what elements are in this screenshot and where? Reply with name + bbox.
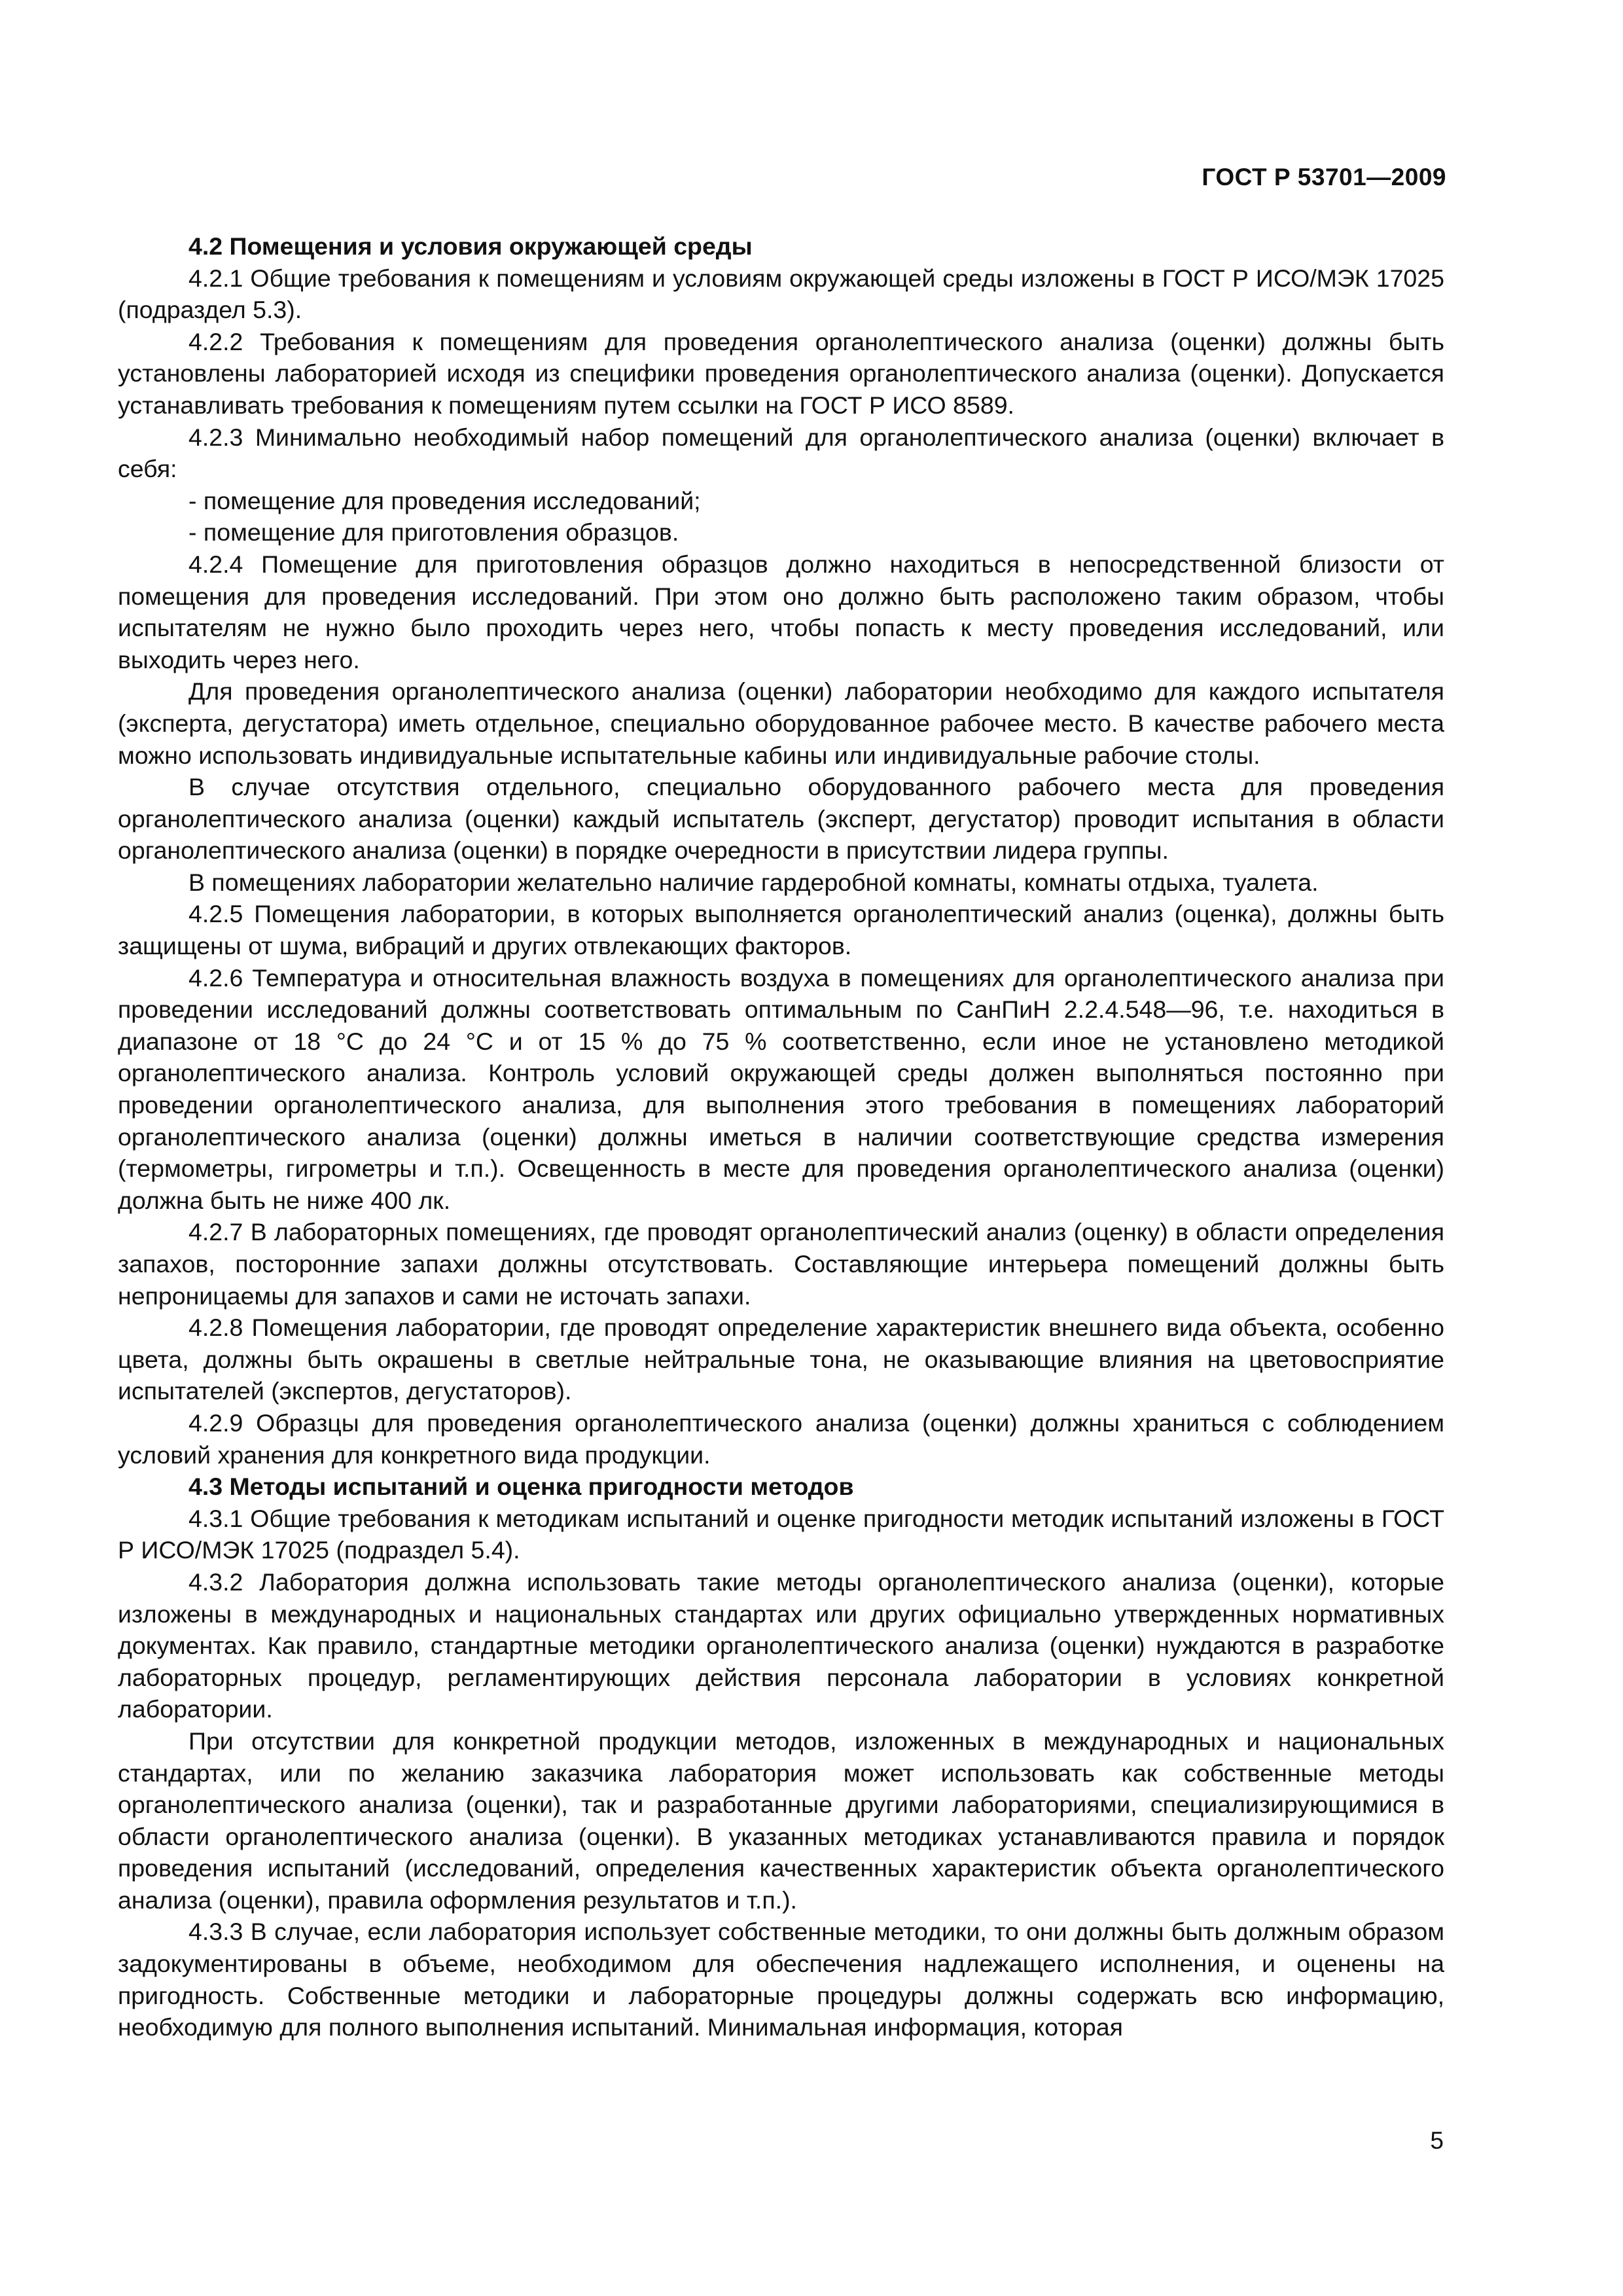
paragraph-4-2-4: 4.2.4 Помещение для приготовления образцов должно находиться в непосредственной близости от помещения для проведения исследований. При этом оно должно быть расположено таким образом, чтобы испытателям не нужно было проходить через него, чтобы попасть к месту проведения исследований, или выходить через него. <box>118 550 1444 673</box>
section-heading-4-2: 4.2 Помещения и условия окружающей среды <box>188 232 753 260</box>
page-number: 5 <box>1430 2127 1444 2154</box>
document-standard-id: ГОСТ Р 53701—2009 <box>1202 164 1446 190</box>
paragraph-4-2-9: 4.2.9 Образцы для проведения органолептического анализа (оценки) должны храниться с соблюдением условий хранения для конкретного вида продукции. <box>118 1408 1444 1469</box>
paragraph-4-3-1: 4.3.1 Общие требования к методикам испытаний и оценке пригодности методик испытаний изложены в ГОСТ Р ИСО/МЭК 17025 (подраздел 5.4). <box>118 1504 1444 1564</box>
paragraph-4-2-5: 4.2.5 Помещения лаборатории, в которых выполняется органолептический анализ (оценка), должны быть защищены от шума, вибраций и других отвлекающих факторов. <box>118 900 1444 960</box>
paragraph: В помещениях лаборатории желательно наличие гардеробной комнаты, комнаты отдыха, туалета. <box>188 868 1319 896</box>
paragraph-4-3-3: 4.3.3 В случае, если лаборатория использует собственные методики, то они должны быть должным образом задокументированы в объеме, необходимом для обеспечения надлежащего исполнения, и оценены на пригодность. Собственные методики и лабораторные процедуры должны содержать всю информацию, необходимую для полного выполнения испытаний. Минимальная информация, которая <box>118 1918 1444 2041</box>
paragraph: Для проведения органолептического анализа (оценки) лаборатории необходимо для каждого испытателя (эксперта, дегустатора) иметь отдельное, специально оборудованное рабочее место. В качестве рабочего места можно использовать индивидуальные испытательные кабины или индивидуальные рабочие столы. <box>118 677 1444 769</box>
paragraph-4-2-6: 4.2.6 Температура и относительная влажность воздуха в помещениях для органолептического анализа при проведении исследований должны соответствовать оптимальным по СанПиН 2.2.4.548—96, т.е. находиться в диапазоне от 18 °С до 24 °С и от 15 % до 75 % соответственно, если иное не установлено методикой органолептического анализа. Контроль условий окружающей среды должен выполняться постоянно при проведении органолептического анализа, для выполнения этого требования в помещениях лабораторий органолептического анализа (оценки) должны иметься в наличии соответствующие средства измерения (термометры, гигрометры и т.п.). Освещенность в месте для проведения органолептического анализа (оценки) должна быть не ниже 400 лк. <box>118 963 1444 1214</box>
list-item: - помещение для приготовления образцов. <box>188 518 679 547</box>
paragraph-4-2-7: 4.2.7 В лабораторных помещениях, где проводят органолептический анализ (оценку) в области определения запахов, посторонние запахи должны отсутствовать. Составляющие интерьера помещений должны быть непроницаемы для запахов и сами не источать запахи. <box>118 1218 1444 1310</box>
paragraph: В случае отсутствия отдельного, специально оборудованного рабочего места для проведения органолептического анализа (оценки) каждый испытатель (эксперт, дегустатор) проводит испытания в области органолептического анализа (оценки) в порядке очередности в присутствии лидера группы. <box>118 773 1444 865</box>
paragraph-4-3-2: 4.3.2 Лаборатория должна использовать такие методы органолептического анализа (оценки), которые изложены в международных и национальных стандартах или других официально утвержденных нормативных документах. Как правило, стандартные методики органолептического анализа (оценки) нуждаются в разработке лабораторных процедур, регламентирующих действия персонала лаборатории в условиях конкретной лаборатории. <box>118 1568 1444 1723</box>
paragraph: При отсутствии для конкретной продукции методов, изложенных в международных и национальных стандартах, или по желанию заказчика лаборатория может использовать как собственные методы органолептического анализа (оценки), так и разработанные другими лабораториями, специализирующимися в области органолептического анализа (оценки). В указанных методиках устанавливаются правила и порядок проведения испытаний (исследований, определения качественных характеристик объекта органолептического анализа (оценки), правила оформления результатов и т.п.). <box>118 1727 1444 1914</box>
list-item: - помещение для проведения исследований; <box>188 486 701 514</box>
paragraph-4-2-1: 4.2.1 Общие требования к помещениям и условиям окружающей среды изложены в ГОСТ Р ИСО/МЭК 17025 (подраздел 5.3). <box>118 264 1444 324</box>
document-body <box>118 230 1444 2043</box>
paragraph-4-2-3: 4.2.3 Минимально необходимый набор помещений для органолептического анализа (оценки) включает в себя: <box>118 423 1444 483</box>
paragraph-4-2-8: 4.2.8 Помещения лаборатории, где проводят определение характеристик внешнего вида объекта, особенно цвета, должны быть окрашены в светлые нейтральные тона, не оказывающие влияния на цветовосприятие испытателей (экспертов, дегустаторов). <box>118 1314 1444 1405</box>
section-heading-4-3: 4.3 Методы испытаний и оценка пригодности методов <box>188 1473 854 1501</box>
paragraph-4-2-2: 4.2.2 Требования к помещениям для проведения органолептического анализа (оценки) должны быть установлены лабораторией исходя из специфики проведения органолептического анализа (оценки). Допускается устанавливать требования к помещениям путем ссылки на ГОСТ Р ИСО 8589. <box>118 327 1444 419</box>
